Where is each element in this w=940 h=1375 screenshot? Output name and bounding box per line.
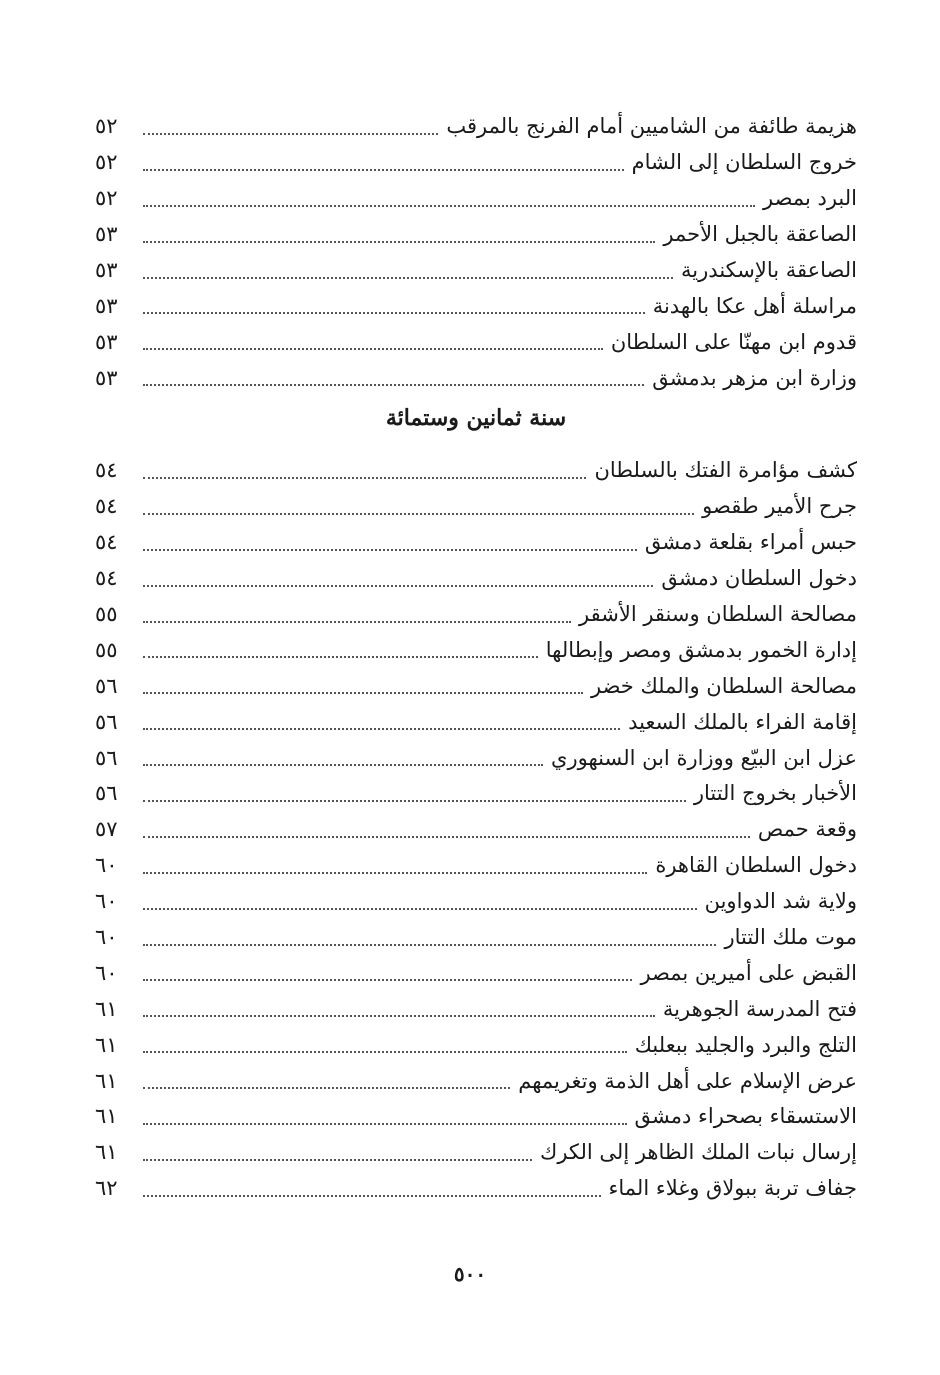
toc-entry-title: ولاية شد الدواوين — [704, 889, 857, 914]
toc-entry-title: جفاف تربة ببولاق وغلاء الماء — [608, 1176, 857, 1201]
dot-leader — [143, 169, 624, 171]
toc-entry-page: ٥٣ — [95, 258, 118, 282]
toc-entry-title: القبض على أميرين بمصر — [640, 960, 857, 985]
toc-entry-title: البرد بمصر — [763, 186, 857, 211]
toc-entry-title: عزل ابن البيّع ووزارة ابن السنهوري — [551, 745, 857, 770]
toc-entry-title: حبس أمراء بقلعة دمشق — [644, 530, 857, 555]
page-number: ٥٠٠ — [453, 1262, 487, 1286]
toc-entry-page: ٦٠ — [95, 889, 118, 914]
toc-entry-title: مصالحة السلطان وسنقر الأشقر — [579, 602, 857, 626]
dot-leader — [143, 944, 716, 946]
toc-entry-page: ٥٧ — [95, 817, 118, 842]
toc-entry-title: الأخبار بخروج التتار — [693, 781, 857, 806]
toc-entry-title: إدارة الخمور بدمشق ومصر وإبطالها — [545, 637, 857, 662]
toc-entry — [95, 1099, 857, 1135]
toc-entry-page: ٥٦ — [95, 673, 118, 698]
toc-entry-title: الصاعقة بالجبل الأحمر — [663, 222, 857, 247]
toc-entry — [95, 525, 857, 561]
toc-entry-page: ٥٥ — [95, 602, 118, 626]
dot-leader — [143, 348, 603, 350]
toc-entry-title: جرح الأمير طقصو — [702, 494, 857, 519]
toc-entry — [95, 955, 857, 991]
toc-entry — [95, 884, 857, 920]
toc-entry-page: ٦٢ — [95, 1176, 118, 1201]
toc-entry — [95, 1027, 857, 1063]
dot-leader — [143, 549, 637, 551]
dot-leader — [143, 979, 632, 981]
toc-entry-page: ٦٠ — [95, 960, 118, 985]
toc-entry-title: الصاعقة بالإسكندرية — [681, 258, 857, 282]
dot-leader — [143, 621, 571, 623]
toc-entry-title: قدوم ابن مهنّا على السلطان — [610, 329, 857, 354]
toc-entry-title: الاستسقاء بصحراء دمشق — [634, 1104, 857, 1129]
toc-entry — [95, 704, 857, 740]
dot-leader — [143, 585, 653, 587]
toc-entry-page: ٥٣ — [95, 222, 118, 247]
toc-entry-page: ٦١ — [95, 1104, 118, 1129]
toc-entry-title: مصالحة السلطان والملك خضر — [590, 673, 857, 698]
toc-entry — [95, 453, 857, 489]
toc-entry — [95, 597, 857, 633]
toc-entry — [95, 489, 857, 525]
toc-entry-page: ٥٤ — [95, 530, 118, 555]
toc-entry — [95, 360, 857, 396]
toc-entry — [95, 1063, 857, 1099]
toc-entry-title: دخول السلطان دمشق — [661, 566, 857, 591]
dot-leader — [143, 1159, 532, 1161]
toc-entry-page: ٥٤ — [95, 566, 118, 591]
dot-leader — [143, 205, 755, 207]
dot-leader — [143, 241, 655, 243]
toc-entry-title: وزارة ابن مزهر بدمشق — [652, 365, 857, 390]
toc-entry-page: ٥٦ — [95, 745, 118, 770]
dot-leader — [143, 277, 673, 279]
toc-entry-page: ٥٣ — [95, 329, 118, 354]
toc-entry-page: ٥٢ — [95, 150, 118, 175]
toc-entry — [95, 288, 857, 324]
toc-entry — [95, 668, 857, 704]
toc-entry-title: إقامة الفراء بالملك السعيد — [628, 709, 857, 734]
dot-leader — [143, 312, 645, 314]
toc-entry-page: ٦٠ — [95, 925, 118, 950]
toc-section-2 — [95, 453, 857, 1207]
toc-entry-page: ٦١ — [95, 1140, 118, 1165]
toc-entry — [95, 324, 857, 360]
toc-entry-page: ٥٥ — [95, 637, 118, 662]
toc-entry-title: مراسلة أهل عكا بالهدنة — [652, 293, 857, 318]
toc-entry-page: ٥٦ — [95, 709, 118, 734]
dot-leader — [143, 728, 620, 730]
toc-entry — [95, 632, 857, 668]
dot-leader — [143, 836, 750, 838]
dot-leader — [143, 1123, 627, 1125]
toc-entry-title: هزيمة طائفة من الشاميين أمام الفرنج بالمرقب — [446, 114, 857, 139]
toc-entry — [95, 561, 857, 597]
toc-entry — [95, 109, 857, 145]
section-heading: سنة ثمانين وستمائة — [385, 405, 567, 431]
toc-entry-page: ٦٠ — [95, 853, 118, 878]
toc-entry — [95, 991, 857, 1027]
toc-entry-page: ٥٢ — [95, 114, 118, 139]
toc-entry-title: دخول السلطان القاهرة — [655, 853, 857, 878]
toc-entry — [95, 145, 857, 181]
toc-entry-title: وقعة حمص — [757, 817, 857, 842]
toc-section-1 — [95, 109, 857, 396]
dot-leader — [143, 384, 644, 386]
dot-leader — [143, 513, 694, 515]
dot-leader — [143, 133, 438, 135]
toc-entry — [95, 1171, 857, 1207]
dot-leader — [143, 764, 543, 766]
dot-leader — [143, 1015, 655, 1017]
toc-entry — [95, 920, 857, 956]
dot-leader — [143, 1195, 601, 1197]
toc-entry-page: ٥٤ — [95, 494, 118, 519]
dot-leader — [143, 908, 697, 910]
dot-leader — [143, 1087, 510, 1089]
toc-entry-page: ٥٢ — [95, 186, 118, 211]
toc-entry — [95, 217, 857, 253]
toc-entry — [95, 1135, 857, 1171]
toc-entry — [95, 812, 857, 848]
toc-entry-page: ٦١ — [95, 996, 118, 1021]
toc-entry-title: خروج السلطان إلى الشام — [631, 150, 857, 175]
toc-entry-title: موت ملك التتار — [724, 925, 857, 950]
dot-leader — [143, 692, 583, 694]
toc-entry-page: ٦١ — [95, 1068, 118, 1093]
toc-entry-page: ٦١ — [95, 1032, 118, 1057]
toc-entry — [95, 848, 857, 884]
toc-entry-page: ٥٣ — [95, 293, 118, 318]
toc-entry — [95, 253, 857, 289]
toc-entry — [95, 776, 857, 812]
toc-entry-title: التلج والبرد والجليد ببعلبك — [634, 1032, 857, 1057]
toc-entry-title: فتح المدرسة الجوهرية — [662, 996, 857, 1021]
toc-entry — [95, 740, 857, 776]
dot-leader — [143, 872, 647, 874]
toc-entry-title: إرسال نبات الملك الظاهر إلى الكرك — [540, 1140, 857, 1165]
dot-leader — [143, 1051, 627, 1053]
toc-entry-page: ٥٦ — [95, 781, 118, 806]
dot-leader — [143, 477, 586, 479]
dot-leader — [143, 800, 686, 802]
toc-entry-page: ٥٣ — [95, 365, 118, 390]
toc-entry-title: كشف مؤامرة الفتك بالسلطان — [594, 458, 857, 483]
dot-leader — [143, 656, 538, 658]
toc-entry-page: ٥٤ — [95, 458, 118, 483]
toc-entry — [95, 181, 857, 217]
toc-entry-title: عرض الإسلام على أهل الذمة وتغريمهم — [518, 1068, 857, 1093]
